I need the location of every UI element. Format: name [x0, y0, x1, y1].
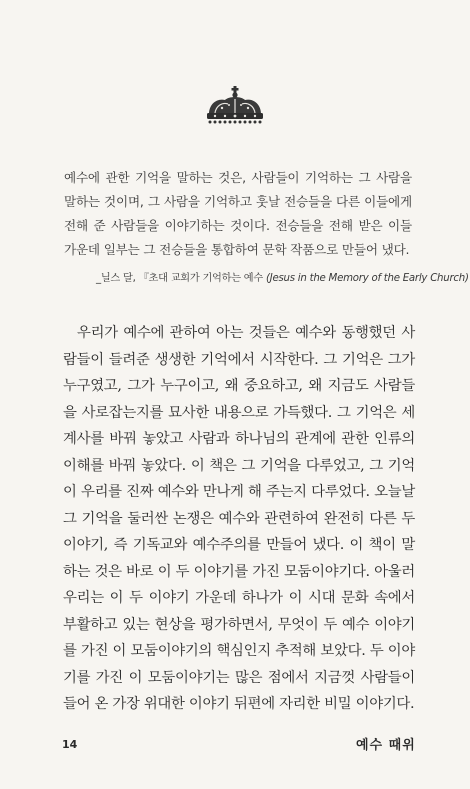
- body-paragraph: 우리가 예수에 관하여 아는 것들은 예수와 동행했던 사람들이 들려준 생생한 기억에서 시작한다. 그 기억은 그가 누구였고, 그가 누구이고, 왜 중요하고, 왜 지금도 사람들을 사로잡는지를 묘사한 내용으로 가득했다. 그 기억은 세계사를 바꿔 놓았고 사람과 하나님의 관계에 관한 인류의 이해를 바꿔 놓았다. 이 책은 그 기억을 다루었고, 그 기억이 우리를 진짜 예수와 만나게 해 주는지 다루었다. 오늘날 그 기억을 둘러싼 논쟁은 예수와 관련하여 완전히 다른 두 이야기, 즉 기독교와 예수주의를 만들어 냈다. 이 책이 말하는 것은 바로 이 두 이야기를 가진 모둠이야기다. 아울러 우리는 이 두 이야기 가운데 하나가 이 시대 문화 속에서 부활하고 있는 현상을 평가하면서, 무엇이 두 예수 이야기를 가진 이 모둠이야기의 핵심인지 추적해 보았다. 두 이야기를 가진 이 모둠이야기는 많은 점에서 지금껏 사람들이 들어 온 가장 위대한 이야기 뒤편에 자리한 비밀 이야기다.: [63, 325, 415, 712]
- attribution-english-title: (Jesus in the Memory of the Early Church): [266, 273, 469, 284]
- crown-icon: [201, 86, 269, 126]
- page-number: 14: [62, 738, 78, 751]
- epigraph-quote: 예수에 관한 기억을 말하는 것은, 사람들이 기억하는 그 사람을 말하는 것이며, 그 사람을 기억하고 훗날 전승들을 다른 이들에게 전해 준 사람들을 이야기하는 것이다. 전승들을 전해 받은 이들 가운데 일부는 그 전승들을 통합하여 문학 작품으로 만들어 냈다.: [64, 170, 412, 257]
- attribution-author: _닐스 달, 『초대 교회가 기억하는 예수: [96, 273, 263, 284]
- running-title: 예수 때위: [356, 738, 416, 753]
- epigraph-attribution: [96, 272, 469, 286]
